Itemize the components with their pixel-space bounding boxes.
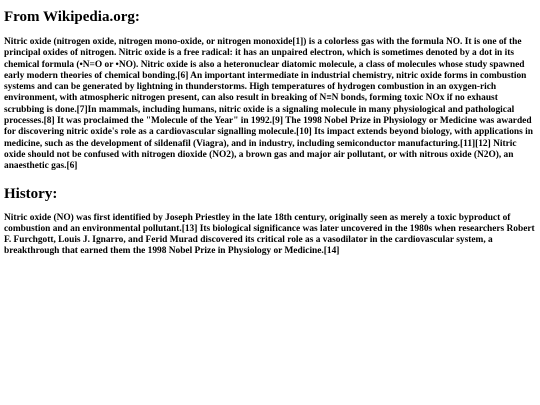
section-heading-history: History: [4, 185, 58, 202]
section-body-wikipedia: Nitric oxide (nitrogen oxide, nitrogen mono-oxide, or nitrogen monoxide[1]) is a colorless gas with the formula NO. It is one of the principal oxides of nitrogen. Nitric oxide is a free radical: it has an unpaired electron, which is sometimes denoted by a dot in its chemical formula (•N=O or •NO). Nitric oxide is also a heteronuclear diatomic molecule, a class of molecules whose study spawned early modern theories of chemical bonding.[6] An important intermediate in industrial chemistry, nitric oxide forms in combustion systems and can be generated by lightning in thunderstorms. High temperatures of hydrogen combustion in an oxygen-rich environment, with atmospheric nitrogen present, can also result in breaking of N≡N bonds, forming toxic NOx if no exhaust scrubbing is done.[7]In mammals, including humans, nitric oxide is a signaling molecule in many physiological and pathological processes.[8] It was proclaimed the "Molecule of the Year" in 1992.[9] The 1998 Nobel Prize in Physiology or Medicine was awarded for discovering nitric oxide's role as a cardiovascular signalling molecule.[10] Its impact extends beyond biology, with applications in medicine, such as the development of sildenafil (Viagra), and in industry, including semiconductor manufacturing.[11][12] Nitric oxide should not be confused with nitrogen dioxide (NO2), a brown gas and major air pollutant, or with nitrous oxide (N2O), an anaesthetic gas.[6] [4, 37, 533, 172]
section-heading-wikipedia: From Wikipedia.org: [4, 9, 140, 25]
section-body-history: Nitric oxide (NO) was first identified by Joseph Priestley in the late 18th century, originally seen as merely a toxic byproduct of combustion and an environmental pollutant.[13] Its biological significance was later uncovered in the 1980s when researchers Robert F. Furchgott, Louis J. Ignarro, and Ferid Murad discovered its critical role as a vasodilator in the cardiovascular system, a breakthrough that earned them the 1998 Nobel Prize in Physiology or Medicine.[14] [4, 212, 535, 257]
